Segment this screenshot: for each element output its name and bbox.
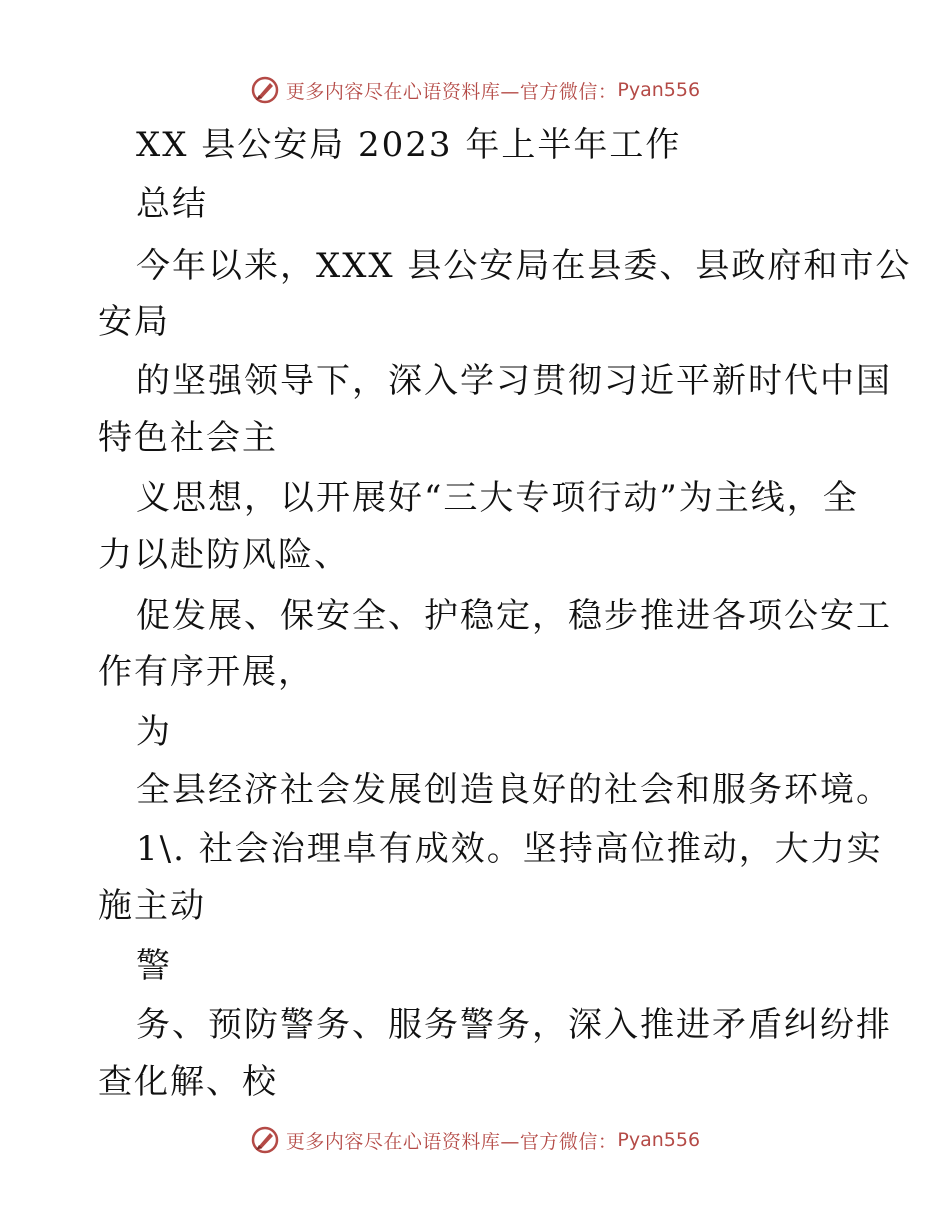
paragraph-line: 1\. 社会治理卓有成效。坚持高位推动，大力实: [136, 829, 883, 869]
paragraph-line: 的坚强领导下，深入学习贯彻习近平新时代中国: [136, 361, 892, 401]
paragraph-line: 今年以来，XXX 县公安局在县委、县政府和市公: [136, 246, 912, 286]
header-banner-contact: Pyan556: [617, 79, 701, 101]
paragraph-line: 施主动: [98, 886, 206, 926]
footer-banner-text: 更多内容尽在心语资料库—官方微信：: [285, 1130, 618, 1153]
paragraph-line: 警: [136, 946, 172, 986]
footer-banner: [0, 1120, 950, 1160]
footer-banner-contact: Pyan556: [617, 1129, 701, 1151]
paragraph-line: 务、预防警务、服务警务，深入推进矛盾纠纷排: [136, 1005, 892, 1045]
pen-logo-icon: [250, 75, 280, 105]
paragraph-line: 义思想，以开展好“三大专项行动”为主线，全: [136, 478, 859, 518]
paragraph-line: 力以赴防风险、: [98, 535, 350, 575]
pen-logo-icon: [250, 1125, 280, 1155]
paragraph-line: 特色社会主: [98, 418, 278, 458]
paragraph-line: 为: [136, 712, 172, 752]
paragraph-line: 查化解、校: [98, 1062, 278, 1102]
header-banner-text: 更多内容尽在心语资料库—官方微信：: [285, 80, 618, 103]
doc-title-line-2: 总结: [136, 184, 208, 224]
doc-title-line-1: XX 县公安局 2023 年上半年工作: [136, 125, 682, 165]
paragraph-line: 作有序开展，: [98, 652, 314, 692]
paragraph-line: 促发展、保安全、护稳定，稳步推进各项公安工: [136, 596, 892, 636]
paragraph-line: 安局: [98, 302, 170, 342]
paragraph-line: 全县经济社会发展创造良好的社会和服务环境。: [136, 770, 892, 810]
header-banner: [0, 70, 950, 110]
